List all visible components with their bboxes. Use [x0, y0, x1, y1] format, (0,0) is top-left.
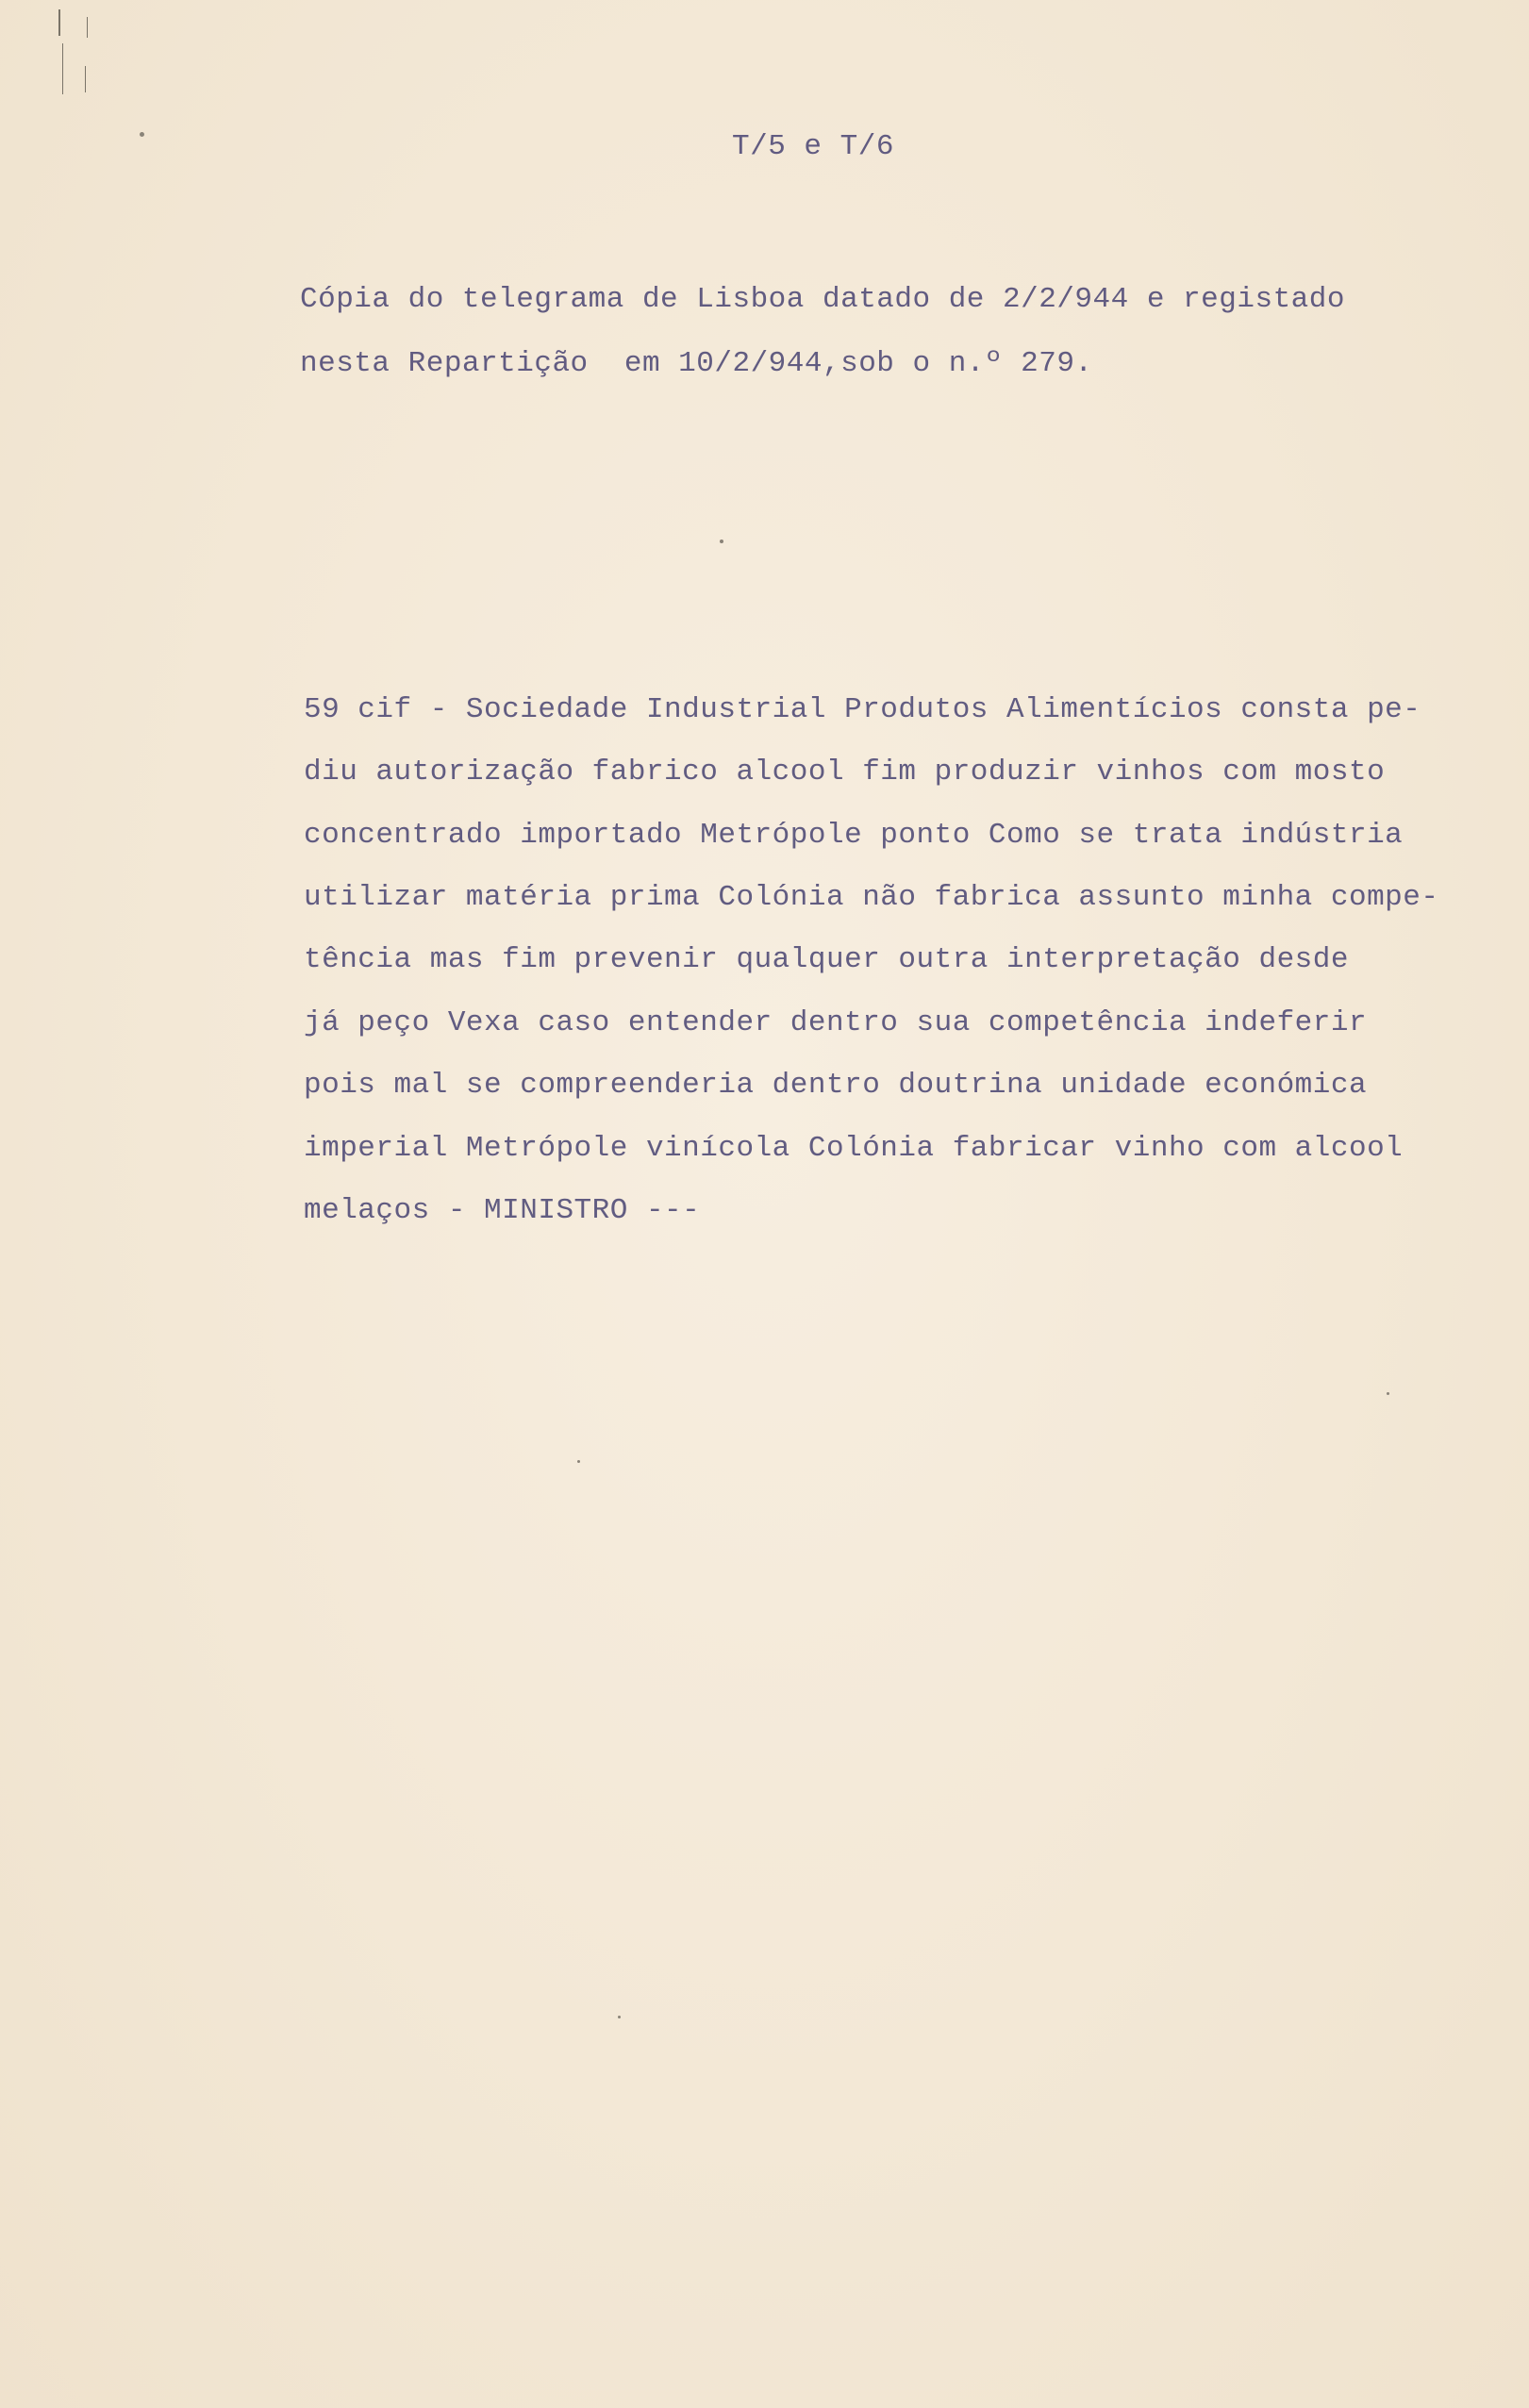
margin-mark: [87, 17, 88, 38]
telegram-text-line: pois mal se compreenderia dentro doutrina unidade económica: [304, 1069, 1368, 1102]
telegram-text-line: utilizar matéria prima Colónia não fabrica assunto minha compe-: [304, 881, 1439, 914]
paper-speck: [618, 2016, 621, 2018]
paper-speck: [1387, 1392, 1389, 1395]
telegram-text-line: diu autorização fabrico alcool fim produzir vinhos com mosto: [304, 756, 1386, 789]
paper-speck: [577, 1460, 580, 1463]
paper-speck: [720, 540, 723, 543]
margin-mark: [85, 66, 86, 92]
document-reference: T/5 e T/6: [732, 130, 894, 163]
telegram-text-line: já peço Vexa caso entender dentro sua competência indeferir: [304, 1006, 1368, 1039]
telegram-text-line: tência mas fim prevenir qualquer outra interpretação desde: [304, 943, 1349, 976]
header-line: Cópia do telegrama de Lisboa datado de 2/2/944 e registado: [300, 283, 1345, 316]
margin-mark: [58, 9, 60, 36]
telegram-text-line: 59 cif - Sociedade Industrial Produtos Alimentícios consta pe-: [304, 693, 1421, 726]
paper-speck: [140, 132, 144, 137]
telegram-text-line: concentrado importado Metrópole ponto Como se trata indústria: [304, 819, 1404, 852]
telegram-text-line: imperial Metrópole vinícola Colónia fabricar vinho com alcool: [304, 1132, 1404, 1165]
header-line: nesta Repartição em 10/2/944,sob o n.º 279.: [300, 347, 1093, 380]
telegram-signature-line: melaços - MINISTRO ---: [304, 1194, 701, 1227]
margin-mark: [62, 43, 63, 94]
